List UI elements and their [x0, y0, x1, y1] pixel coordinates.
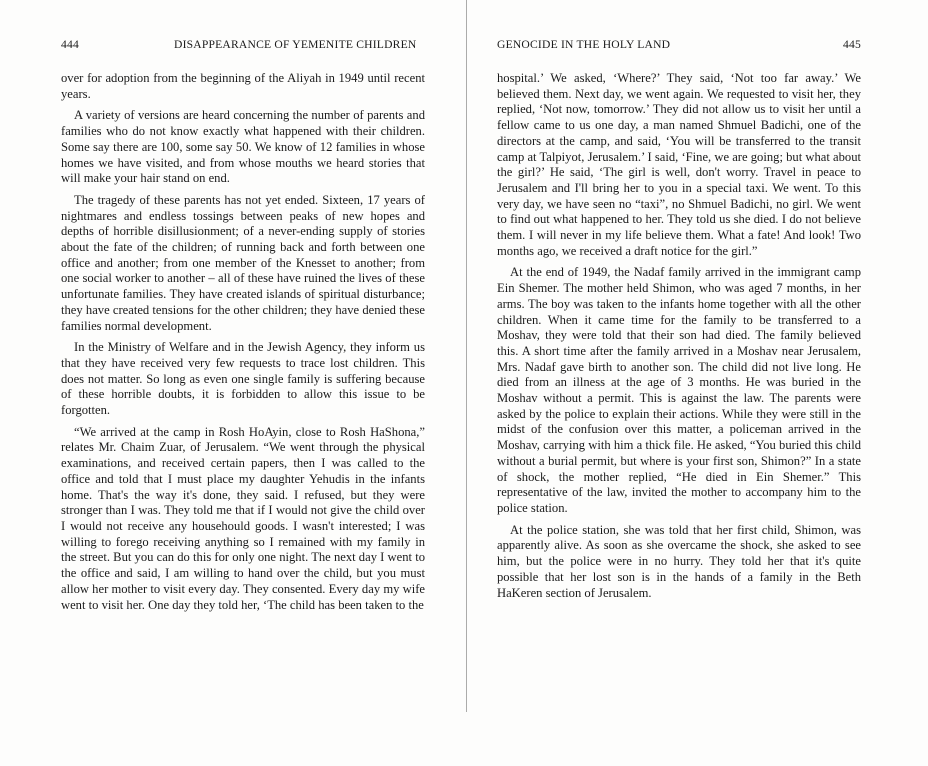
right-body-text — [497, 71, 861, 607]
left-paragraph-4: In the Ministry of Welfare and in the Jewish Agency, they inform us that they have received very few requests to trace lost children. This does not matter. So long as even one single family is suffering because of these horrible doubts, it is forbidden to allow this issue to be forgotten. — [61, 340, 425, 418]
left-page-number: 444 — [61, 38, 79, 51]
right-paragraph-2: At the end of 1949, the Nadaf family arrived in the immigrant camp Ein Shemer. The mother held Shimon, who was aged 7 months, in her arms. The boy was taken to the infants home together with all the other children. When it came time for the family to be transferred to a Moshav, they were told that their son had died. The family believed this. A short time after the family arrived in a Moshav near Jerusalem, Mrs. Nadaf gave birth to another son. The child did not live long. He died from an illness at the age of 3 months. He was buried in the Moshav without a permit. This is against the law. The parents were asked by the police to explain their actions. While they were still in the midst of the confusion over this matter, a policeman arrived in the Moshav, carrying with him a thick file. He asked, “You buried this child without a burial permit, but where is your first son, Shimon?” In a state of shock, the mother replied, “He died in Ein Shemer.” This representative of the law, invited the mother to accompany him to the police station. — [497, 265, 861, 515]
right-page — [497, 0, 861, 766]
left-paragraph-2: A variety of versions are heard concerning the number of parents and families who do not know exactly what happened with their children. Some say there are 100, some say 50. We know of 12 families in whose homes we have visited, and from whose mouths we heard stories that will make your hair stand on end. — [61, 108, 425, 186]
left-paragraph-3: The tragedy of these parents has not yet ended. Sixteen, 17 years of nightmares and endless tossings between peaks of new hopes and depths of horrible disillusionment; of a never-ending supply of stories about the fate of the children; of running back and forth between one office and another; from one member of the Knesset to another; from one social worker to another – all of these have ruined the lives of these unfortunate families. They have created islands of spiritual disturbance; they have created tensions for the other children; they have denied these families normal development. — [61, 192, 425, 333]
page-gutter — [466, 0, 469, 712]
left-paragraph-1: over for adoption from the beginning of the Aliyah in 1949 until recent years. — [61, 71, 425, 101]
left-paragraph-5: “We arrived at the camp in Rosh HoAyin, close to Rosh HaShona,” relates Mr. Chaim Zuar, of Jerusalem. “We went through the physical examinations, and received certain papers, then I was called to the office and told that I must place my daughter Yehudis in the infants home. That's the way it's done, they said. I refused, but they were stronger than I was. They told me that if I would not give the child over I would not receive any househould goods. I wasn't interested; I was willing to forego receiving anything so I remained with my family in the street. But you can do this for only one night. The next day I went to the office and said, I am willing to hand over the child, but you must allow her mother to visit every day. They consented. Every day my wife went to visit her. One day they told her, ‘The child has been taken to the — [61, 424, 425, 612]
left-running-head — [61, 38, 425, 54]
right-paragraph-1: hospital.’ We asked, ‘Where?’ They said, ‘Not too far away.’ We believed them. Next day, we went again. We requested to visit her, they replied, ‘Not now, tomorrow.’ They did not allow us to visit her until a fellow came to us one day, a man named Shmuel Badichi, one of the directors at the camp, and said, ‘You will be transferred to the transit camp at Talpiyot, Jerusalem.’ I said, ‘Fine, we are going; but what about the girl?’ He said, ‘The girl is well, don't worry. Travel in peace to Jerusalem and I'll bring her to you in a special taxi. We went. To this very day, we have seen no “taxi”, no Shmuel Badichi, no girl. We went to find out what happened to her. They told us she died. I do not believe them. I will never in my life believe them. What a fate! And look! Two months ago, we received a draft notice for the girl.” — [497, 71, 861, 258]
right-paragraph-3: At the police station, she was told that her first child, Shimon, was apparently alive. As soon as she overcame the shock, she asked to see him, but the police were in no hurry. They told her that it's quite possible that her lost son is in the hands of a family in the Beth HaKeren section of Jerusalem. — [497, 522, 861, 600]
right-page-number: 445 — [843, 38, 861, 51]
left-running-title: DISAPPEARANCE OF YEMENITE CHILDREN — [174, 38, 417, 51]
right-running-head — [497, 38, 861, 54]
left-body-text — [61, 71, 425, 619]
left-page — [61, 0, 425, 766]
right-running-title: GENOCIDE IN THE HOLY LAND — [497, 38, 671, 51]
